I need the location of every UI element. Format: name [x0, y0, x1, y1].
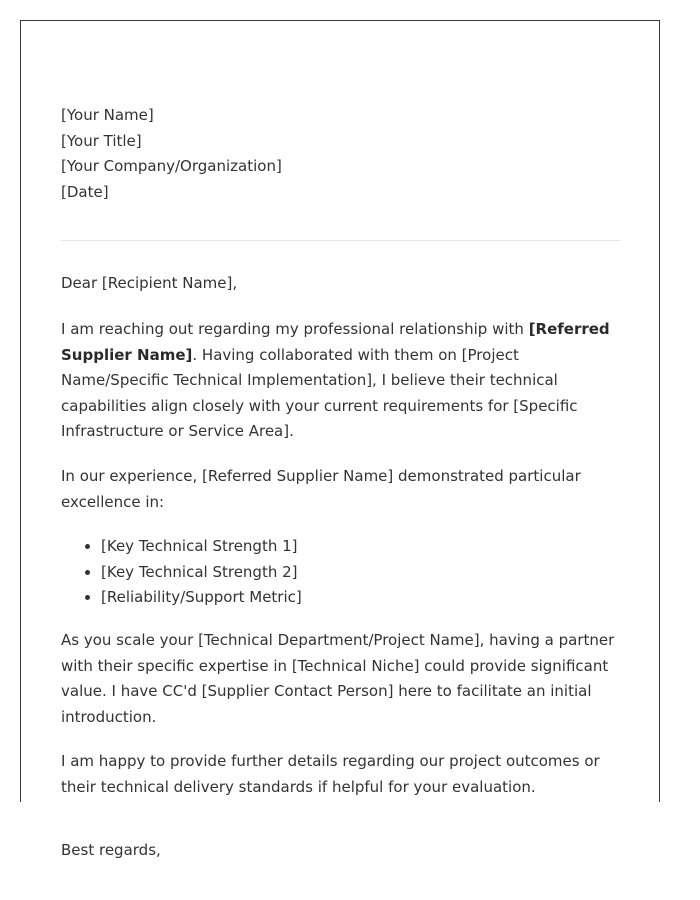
salutation: Dear [Recipient Name], — [61, 274, 238, 293]
list-item: • [Key Technical Strength 2] — [101, 560, 625, 586]
paragraph-intro-rest: . Having collaborated with them on [Project Name/Specific Technical Implementation], I believe their technical capabilities align closely with your current requirements for [Specific Infrastructure or Service Area]. — [61, 345, 578, 441]
referred-supplier-name: [Referred Supplier Name] — [61, 319, 610, 364]
letter-content — [61, 103, 625, 883]
paragraph-offer: I am happy to provide further details regarding our project outcomes or their technical delivery standards if helpful for your evaluation. — [61, 752, 600, 796]
paragraph-intro — [61, 317, 625, 445]
list-item: • [Key Technical Strength 1] — [101, 534, 625, 560]
paragraph-intro-start: I am reaching out regarding my professional relationship with — [61, 319, 529, 338]
sender-company: [Your Company/Organization] — [61, 157, 282, 176]
paragraph-scale: As you scale your [Technical Department/Project Name], having a partner with their specific expertise in [Technical Niche] could provide significant value. I have CC'd [Supplier Contact Person] here to facilitate an initial introduction. — [61, 630, 615, 726]
strengths-list — [61, 534, 625, 611]
sender-block — [61, 103, 625, 205]
letter-date: [Date] — [61, 182, 109, 201]
divider — [61, 240, 621, 241]
sender-title: [Your Title] — [61, 131, 142, 150]
letter-page — [20, 20, 660, 860]
list-item: • [Reliability/Support Metric] — [101, 585, 625, 611]
sender-name: [Your Name] — [61, 106, 154, 124]
paragraph-experience: In our experience, [Referred Supplier Name] demonstrated particular excellence in: — [61, 466, 581, 511]
closing: Best regards, — [61, 841, 161, 860]
